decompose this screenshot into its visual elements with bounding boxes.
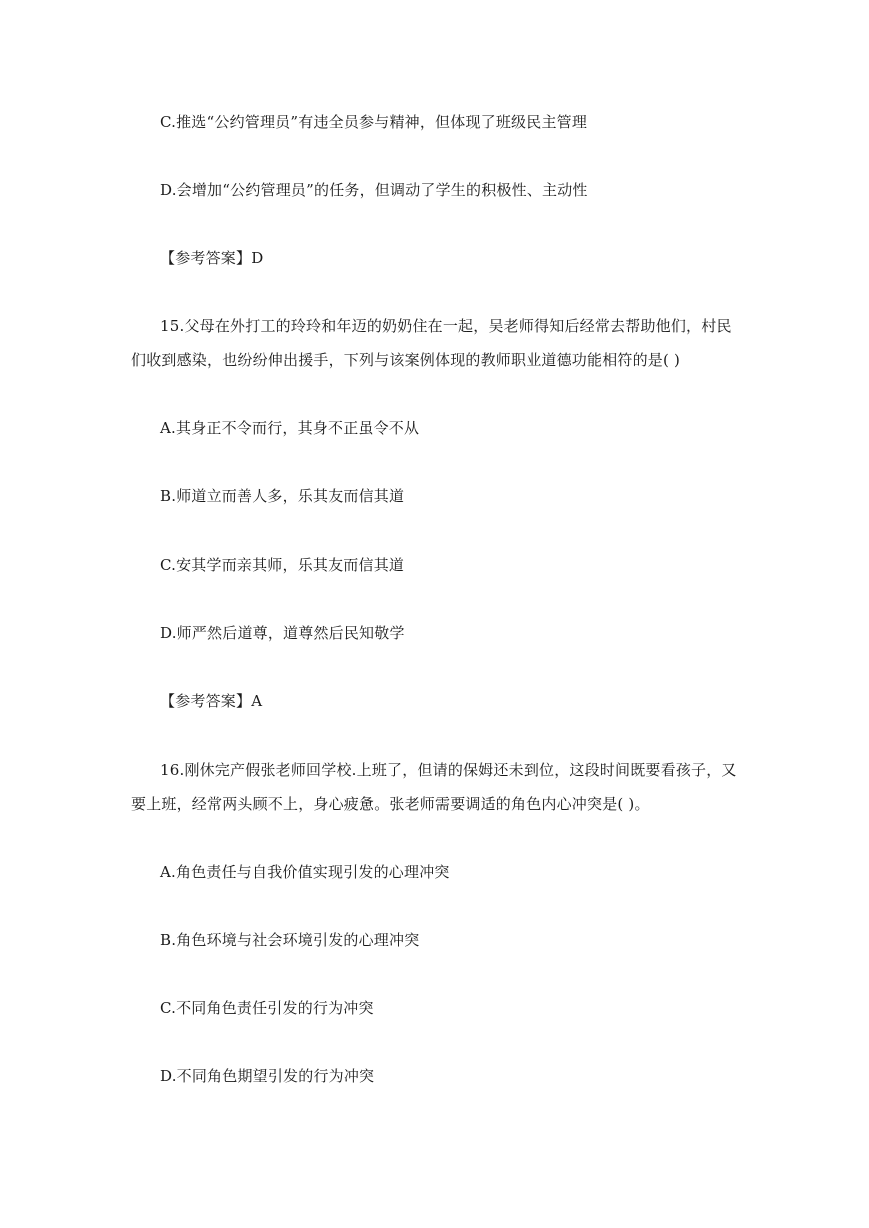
question-15-reference-answer: 【参考答案】A: [160, 692, 263, 710]
question-16-option-c: C.不同角色责任引发的行为冲突: [160, 999, 374, 1017]
question-15-stem-line-1: 15.父母在外打工的玲玲和年迈的奶奶住在一起，吴老师得知后经常去帮助他们，村民: [160, 317, 732, 335]
question-15-option-a: A.其身正不令而行，其身不正虽令不从: [160, 419, 420, 437]
question-15-stem-line-2: 们收到感染，也纷纷伸出援手，下列与该案例体现的教师职业道德功能相符的是( ): [131, 351, 681, 369]
option-c: C.推选“公约管理员”有违全员参与精神，但体现了班级民主管理: [160, 113, 588, 131]
question-15-option-b: B.师道立而善人多，乐其友而信其道: [160, 487, 405, 505]
question-16-stem-line-2: 要上班，经常两头顾不上，身心疲惫。张老师需要调适的角色内心冲突是( )。: [131, 795, 650, 813]
question-15-option-c: C.安其学而亲其师，乐其友而信其道: [160, 556, 405, 574]
question-16-option-d: D.不同角色期望引发的行为冲突: [160, 1067, 375, 1085]
question-16-option-b: B.角色环境与社会环境引发的心理冲突: [160, 931, 420, 949]
question-15-option-d: D.师严然后道尊，道尊然后民知敬学: [160, 624, 405, 642]
reference-answer: 【参考答案】D: [160, 249, 264, 267]
question-16-option-a: A.角色责任与自我价值实现引发的心理冲突: [160, 863, 450, 881]
option-d: D.会增加“公约管理员”的任务，但调动了学生的积极性、主动性: [160, 181, 588, 199]
question-16-stem-line-1: 16.刚休完产假张老师回学校.上班了，但请的保姆还未到位，这段时间既要看孩子，又: [160, 761, 737, 779]
